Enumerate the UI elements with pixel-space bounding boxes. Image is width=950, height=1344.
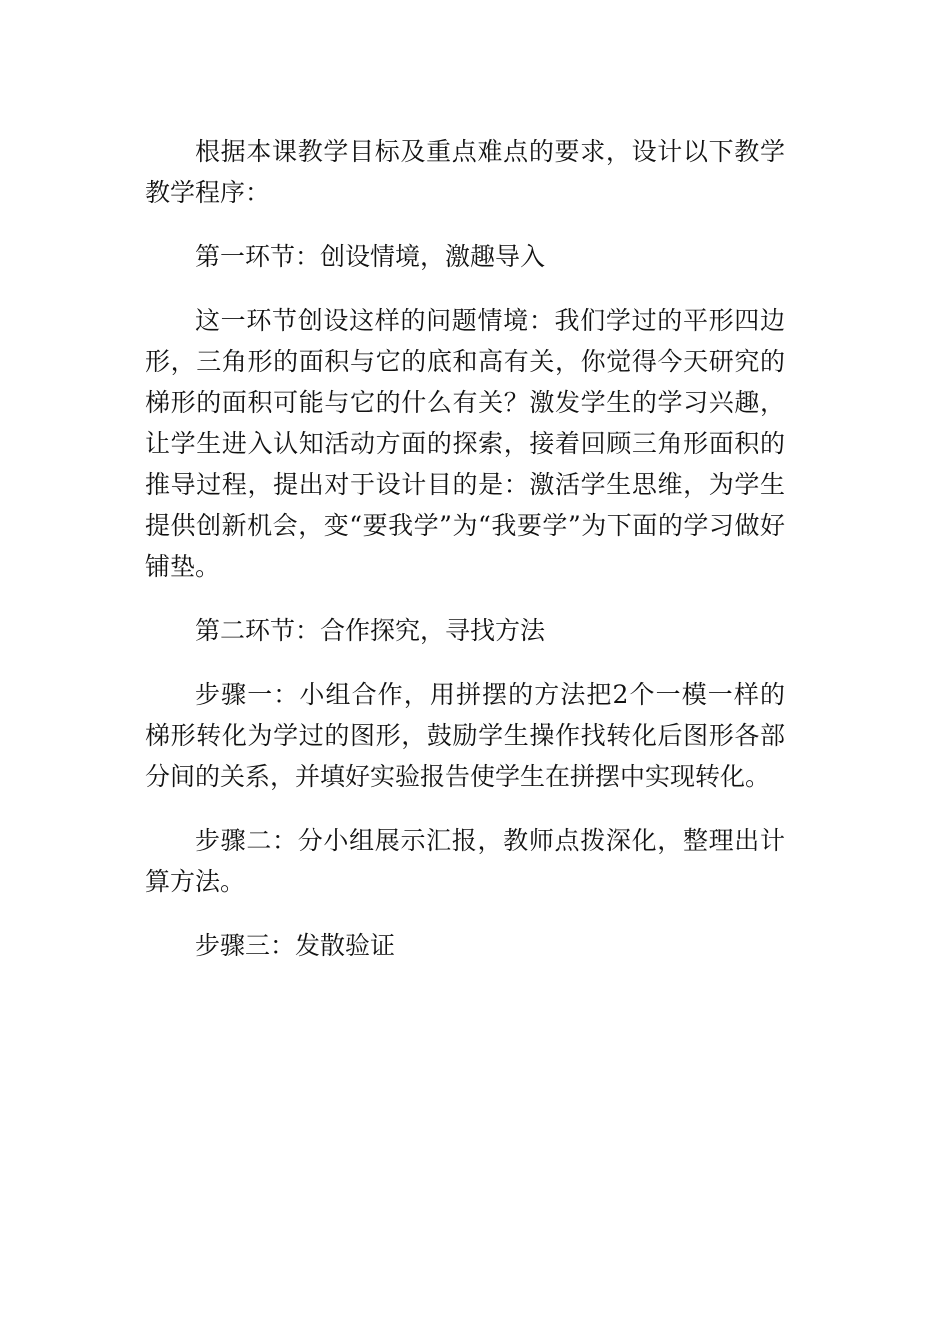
- paragraph-intro: 根据本课教学目标及重点难点的要求，设计以下教学教学程序：: [145, 137, 785, 207]
- heading-section-1: 第一环节：创设情境，激趣导入: [195, 242, 546, 271]
- paragraph-step-2: 步骤二：分小组展示汇报，教师点拨深化，整理出计算方法。: [145, 826, 785, 896]
- paragraph-step-1: 步骤一：小组合作，用拼摆的方法把2个一模一样的梯形转化为学过的图形，鼓励学生操作找转化后图形各部分间的关系，并填好实验报告使学生在拼摆中实现转化。: [145, 680, 785, 791]
- paragraph-step-3: 步骤三：发散验证: [195, 931, 396, 960]
- document-body: [145, 131, 785, 989]
- paragraph-section-1: 这一环节创设这样的问题情境：我们学过的平形四边形，三角形的面积与它的底和高有关，你觉得今天研究的梯形的面积可能与它的什么有关？激发学生的学习兴趣，让学生进入认知活动方面的探索，接着回顾三角形面积的推导过程，提出对于设计目的是：激活学生思维，为学生提供创新机会，变“要我学”为“我要学”为下面的学习做好铺垫。: [145, 306, 785, 581]
- heading-section-2: 第二环节：合作探究，寻找方法: [195, 616, 546, 645]
